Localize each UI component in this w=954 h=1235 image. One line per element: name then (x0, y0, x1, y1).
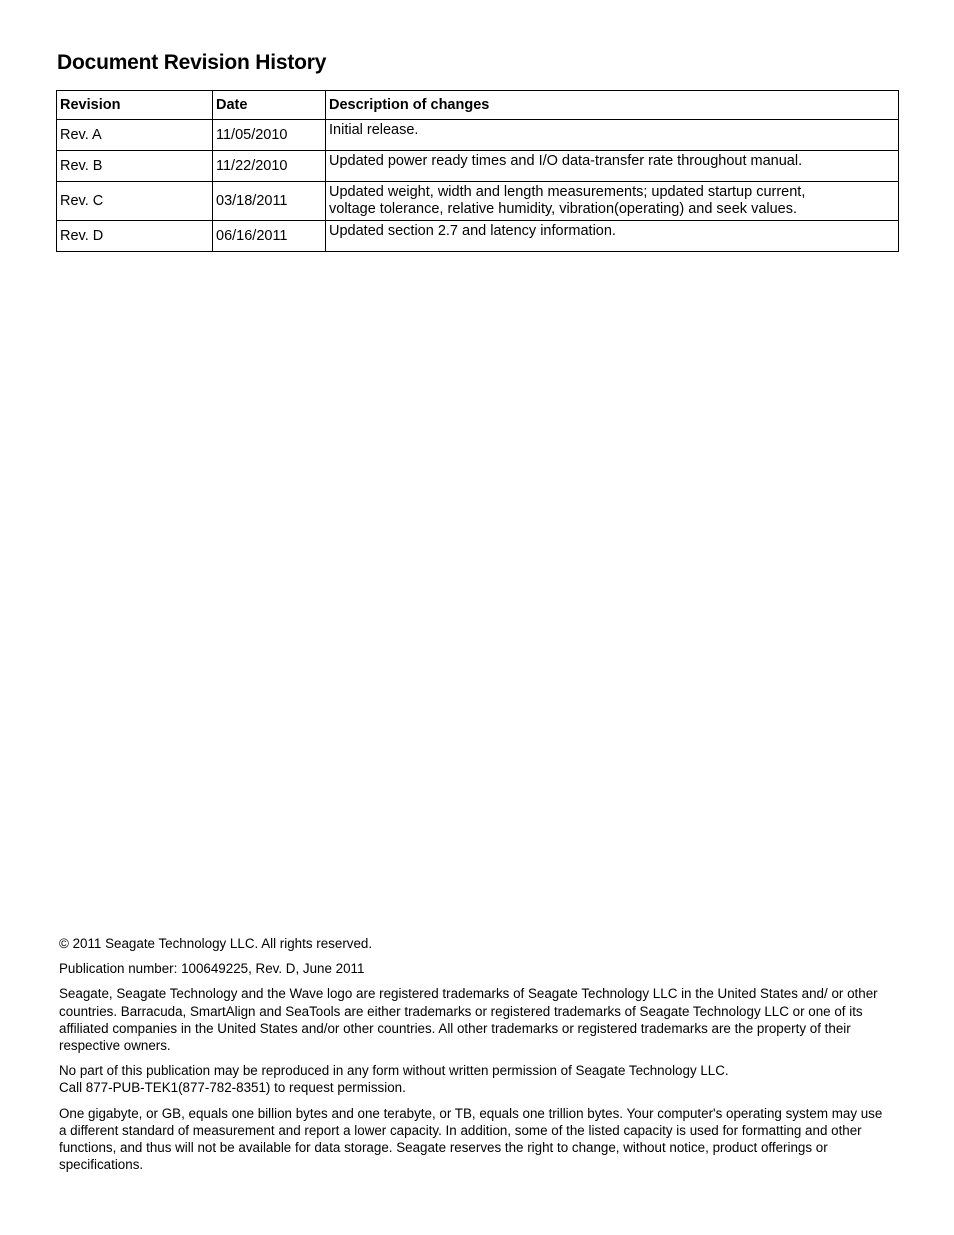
date-cell: 06/16/2011 (213, 221, 326, 252)
description-cell: Updated section 2.7 and latency information. (326, 221, 899, 252)
page-title: Document Revision History (57, 51, 327, 74)
date-cell: 03/18/2011 (213, 182, 326, 221)
description-cell: Updated power ready times and I/O data-transfer rate throughout manual. (326, 151, 899, 182)
description-line: voltage tolerance, relative humidity, vibration(operating) and seek values. (329, 201, 798, 217)
publication-number: Publication number: 100649225, Rev. D, June 2011 (59, 961, 365, 977)
table-row (57, 182, 899, 221)
description-line: Updated weight, width and length measurements; updated startup current, (329, 184, 806, 200)
legal-footer (59, 935, 889, 1181)
date-cell: 11/22/2010 (213, 151, 326, 182)
reproduction-line: Call 877-PUB-TEK1(877-782-8351) to request permission. (59, 1080, 406, 1096)
revision-cell: Rev. A (57, 120, 213, 151)
reproduction-line: No part of this publication may be reproduced in any form without written permission of Seagate Technology LLC. (59, 1063, 729, 1079)
revision-cell: Rev. D (57, 221, 213, 252)
capacity-notice: One gigabyte, or GB, equals one billion bytes and one terabyte, or TB, equals one trillion bytes. Your computer's operating system may use a different standard of measurement and report a lower capacity. In addition, some of the listed capacity is used for formatting and other functions, and thus will not be available for data storage. Seagate reserves the right to change, without notice, product offerings or specifications. (59, 1105, 883, 1173)
table-header-row (57, 91, 899, 120)
description-cell (326, 182, 899, 221)
reproduction-notice (59, 1062, 889, 1096)
copyright-notice: © 2011 Seagate Technology LLC. All rights reserved. (59, 936, 373, 951)
table-row (57, 120, 899, 151)
column-header-description: Description of changes (326, 91, 899, 120)
column-header-date: Date (213, 91, 326, 120)
table-row (57, 151, 899, 182)
table-row (57, 221, 899, 252)
revision-cell: Rev. B (57, 151, 213, 182)
column-header-revision: Revision (57, 91, 213, 120)
date-cell: 11/05/2010 (213, 120, 326, 151)
revision-cell: Rev. C (57, 182, 213, 221)
description-cell: Initial release. (326, 120, 899, 151)
trademark-notice: Seagate, Seagate Technology and the Wave logo are registered trademarks of Seagate Technology LLC in the United States and/ or other countries. Barracuda, SmartAlign and SeaTools are either trademarks or registered trademarks of Seagate Technology LLC or one of its affiliated companies in the United States and/or other countries. All other trademarks or registered trademarks are the property of their respective owners. (59, 986, 878, 1054)
revision-history-table (56, 90, 899, 252)
